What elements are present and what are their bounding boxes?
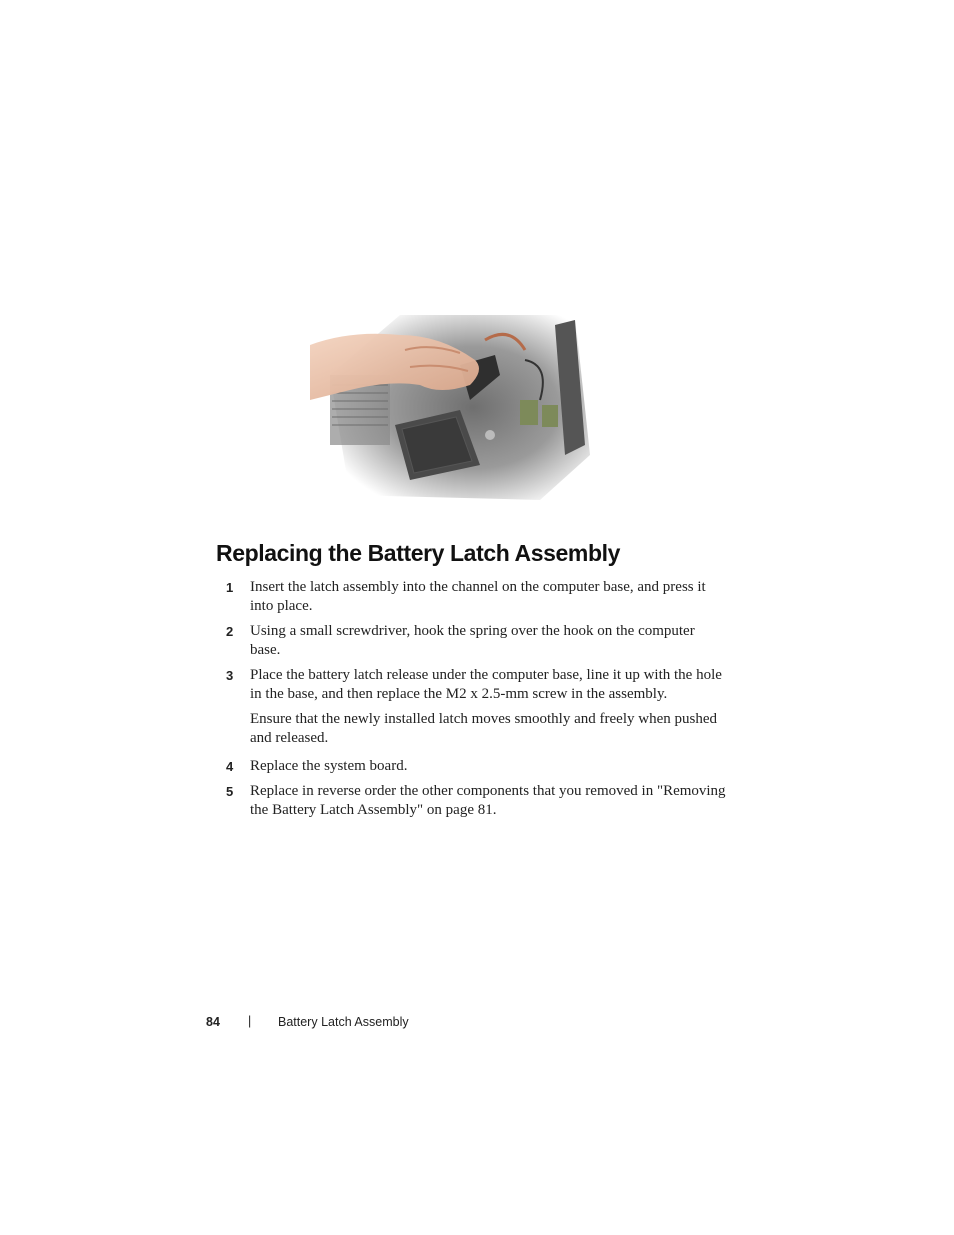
step-number: 2 bbox=[226, 624, 234, 639]
step-text: Using a small screwdriver, hook the spring over the hook on the computer base. bbox=[250, 623, 695, 658]
step-text: Replace in reverse order the other components that you removed in "Removing the Battery Latch Assembly" on page 81. bbox=[250, 783, 726, 818]
page-number: 84 bbox=[206, 1015, 220, 1029]
step-5 bbox=[226, 782, 726, 820]
step-text: Replace the system board. bbox=[250, 758, 408, 774]
step-4 bbox=[226, 757, 726, 776]
procedure-steps bbox=[226, 578, 726, 826]
step-number: 4 bbox=[226, 759, 234, 774]
step-3 bbox=[226, 666, 726, 704]
step-1 bbox=[226, 578, 726, 616]
laptop-base-photo bbox=[310, 305, 595, 505]
step-number: 1 bbox=[226, 580, 234, 595]
step-text: Insert the latch assembly into the channel on the computer base, and press it into place. bbox=[250, 579, 706, 614]
section-title: Replacing the Battery Latch Assembly bbox=[216, 540, 620, 566]
chapter-title: Battery Latch Assembly bbox=[278, 1015, 409, 1029]
step-number: 3 bbox=[226, 668, 234, 683]
step-text: Place the battery latch release under the computer base, line it up with the hole in the base, and then replace the M2 x 2.5-mm screw in the assembly. bbox=[250, 667, 722, 702]
illustration-battery-latch bbox=[310, 305, 595, 505]
step-number: 5 bbox=[226, 784, 234, 799]
step-2 bbox=[226, 622, 726, 660]
step-3-note: Ensure that the newly installed latch moves smoothly and freely when pushed and released. bbox=[250, 711, 717, 746]
footer-separator: | bbox=[248, 1014, 252, 1028]
